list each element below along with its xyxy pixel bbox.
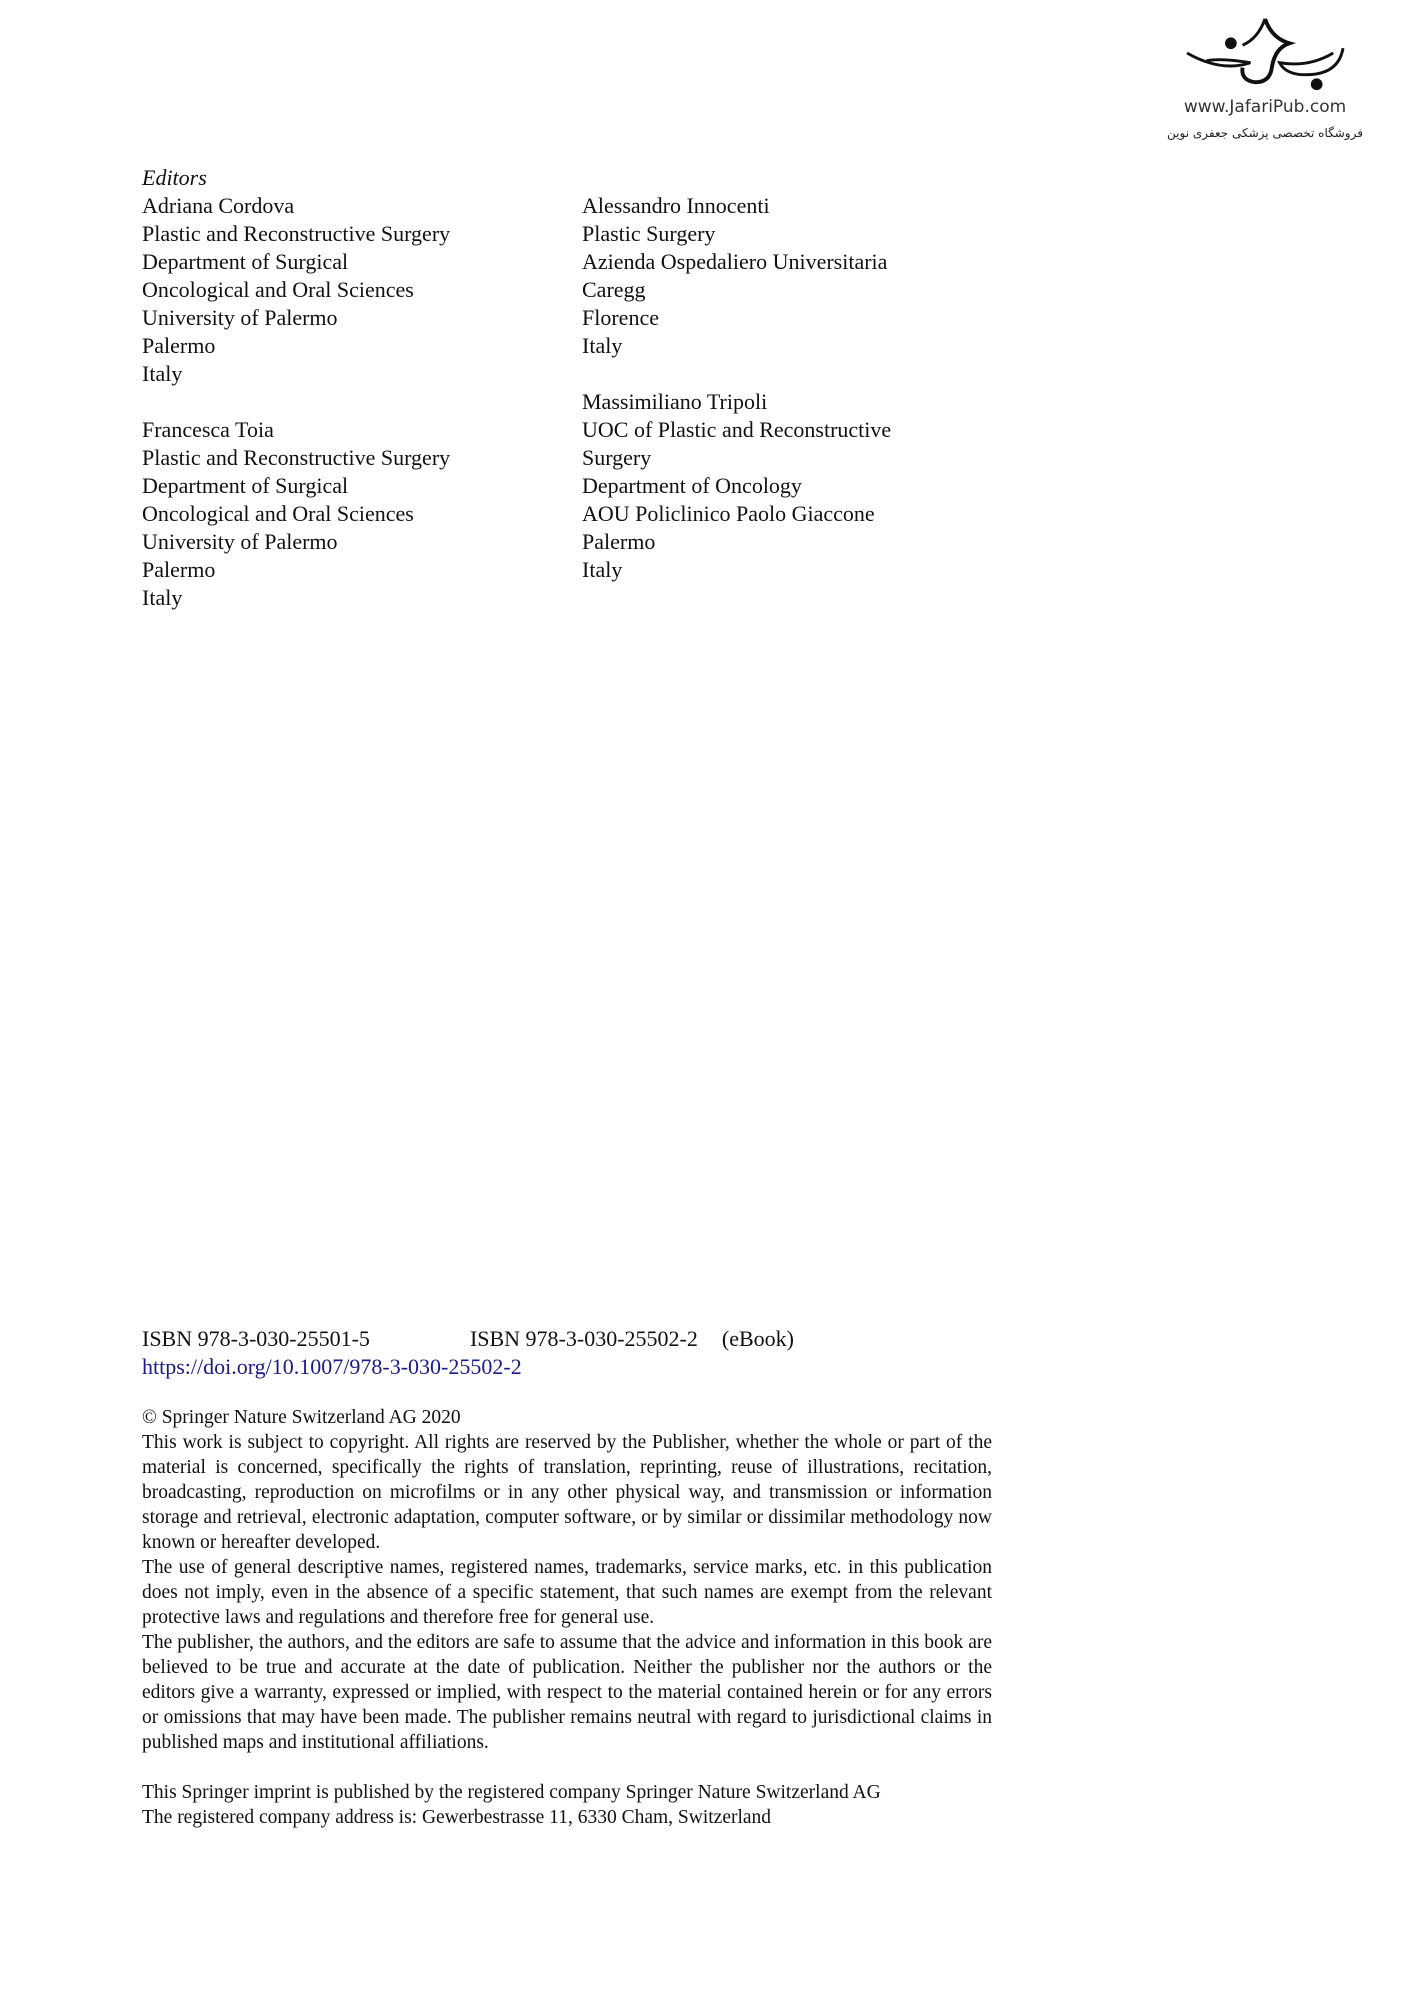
editor-affiliation-line: Palermo	[142, 333, 216, 358]
editor-affiliation-line: Plastic and Reconstructive Surgery	[142, 445, 451, 470]
editor-affiliation-line: Department of Surgical	[142, 473, 349, 498]
editors-section	[142, 164, 891, 612]
editors-left-column	[142, 164, 582, 612]
editor-entry	[582, 192, 891, 360]
legal-paragraph: The use of general descriptive names, registered names, trademarks, service marks, etc. in this publication does not imply, even in the absence of a specific statement, that such names are exempt from the relevant protective laws and regulations and therefore free for general use.	[142, 1557, 992, 1628]
editor-affiliation-line: Caregg	[582, 277, 646, 302]
copyright-block	[142, 1405, 992, 1830]
legal-paragraph: This work is subject to copyright. All rights are reserved by the Publisher, whether the whole or part of the material is concerned, specifically the rights of translation, reprinting, reuse of illustrations, recitation, broadcasting, reproduction on microfilms or in any other physical way, and transmission or information storage and retrieval, electronic adaptation, computer software, or by similar or dissimilar methodology now known or hereafter developed.	[142, 1432, 992, 1553]
editor-affiliation-line: AOU Policlinico Paolo Giaccone	[582, 501, 875, 526]
imprint-line: The registered company address is: Gewerbestrasse 11, 6330 Cham, Switzerland	[142, 1807, 772, 1828]
editor-affiliation-line: Plastic and Reconstructive Surgery	[142, 221, 451, 246]
editors-label: Editors	[142, 165, 207, 190]
editor-affiliation-line: Palermo	[582, 529, 656, 554]
editor-name: Alessandro Innocenti	[582, 193, 770, 218]
editor-entry	[142, 192, 582, 388]
editor-affiliation-line: Italy	[142, 361, 183, 386]
logo-tagline: فروشگاه تخصصی پزشکی جعفری نوین	[1167, 126, 1363, 140]
editor-name: Massimiliano Tripoli	[582, 389, 768, 414]
editor-affiliation-line: Italy	[142, 585, 183, 610]
ebook-label: (eBook)	[721, 1326, 794, 1351]
editor-affiliation-line: Department of Surgical	[142, 249, 349, 274]
editor-affiliation-line: University of Palermo	[142, 529, 338, 554]
editor-affiliation-line: Italy	[582, 333, 623, 358]
editor-affiliation-line: Plastic Surgery	[582, 221, 716, 246]
editor-affiliation-line: Oncological and Oral Sciences	[142, 277, 414, 302]
editor-entry	[582, 388, 891, 584]
editor-affiliation-line: Azienda Ospedaliero Universitaria	[582, 249, 888, 274]
doi-link[interactable]: https://doi.org/10.1007/978-3-030-25502-2	[142, 1354, 522, 1379]
editor-affiliation-line: Italy	[582, 557, 623, 582]
publication-info	[142, 1325, 992, 1830]
editor-affiliation-line: Florence	[582, 305, 659, 330]
imprint-line: This Springer imprint is published by the registered company Springer Nature Switzerland AG	[142, 1782, 881, 1803]
copyright-line: © Springer Nature Switzerland AG 2020	[142, 1407, 461, 1428]
editors-right-column	[582, 164, 891, 584]
editor-name: Francesca Toia	[142, 417, 274, 442]
editor-affiliation-line: Palermo	[142, 557, 216, 582]
editor-name: Adriana Cordova	[142, 193, 295, 218]
editor-affiliation-line: UOC of Plastic and Reconstructive	[582, 417, 892, 442]
isbn-block	[142, 1325, 992, 1353]
legal-paragraph: The publisher, the authors, and the editors are safe to assume that the advice and information in this book are believed to be true and accurate at the date of publication. Neither the publisher nor the authors or the editors give a warranty, expressed or implied, with respect to the material contained herein or for any errors or omissions that may have been made. The publisher remains neutral with regard to jurisdictional claims in published maps and institutional affiliations.	[142, 1632, 992, 1753]
calligraphy-logo-icon	[1180, 14, 1350, 92]
editor-affiliation-line: University of Palermo	[142, 305, 338, 330]
publisher-logo	[1160, 14, 1370, 142]
isbn-print: ISBN 978-3-030-25501-5	[142, 1326, 370, 1351]
editor-affiliation-line: Surgery	[582, 445, 652, 470]
logo-url: www.JafariPub.com	[1183, 97, 1347, 117]
editor-affiliation-line: Department of Oncology	[582, 473, 802, 498]
isbn-ebook: ISBN 978-3-030-25502-2	[469, 1326, 698, 1351]
editor-affiliation-line: Oncological and Oral Sciences	[142, 501, 414, 526]
editor-entry	[142, 416, 582, 612]
